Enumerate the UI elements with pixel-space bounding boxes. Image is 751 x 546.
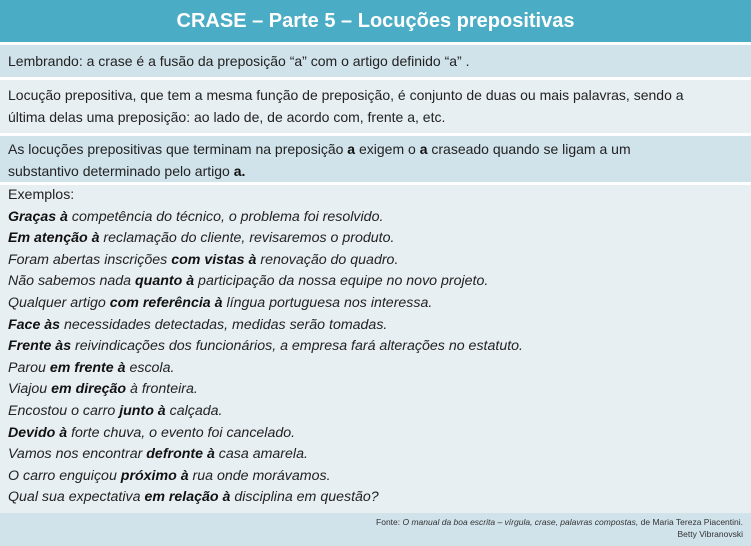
example-item: Graças à competência do técnico, o problema foi resolvido. xyxy=(8,208,384,225)
rule-text: substantivo determinado pelo artigo xyxy=(8,163,234,179)
examples-row xyxy=(0,185,751,513)
rule-text: exigem o xyxy=(355,141,420,157)
source-author: de Maria Tereza Piacentini. xyxy=(638,517,743,527)
rule-line-2 xyxy=(8,160,743,182)
rule-bold: a xyxy=(347,141,356,157)
example-item: Qualquer artigo com referência à língua portuguesa nos interessa. xyxy=(8,294,433,311)
example-item: Viajou em direção à fronteira. xyxy=(8,381,198,398)
example-item: Encostou o carro junto à calçada. xyxy=(8,402,223,419)
example-item: Foram abertas inscrições com vistas à renovação do quadro. xyxy=(8,251,399,268)
footer xyxy=(0,513,751,546)
reminder-text: Lembrando: a crase é a fusão da preposição “a” com o artigo definido “a” . xyxy=(8,53,470,69)
credit: Betty Vibranovski xyxy=(677,529,743,539)
rule-line-1 xyxy=(8,138,743,160)
rule-text: craseado quando se ligam a um xyxy=(427,141,631,157)
rule-row xyxy=(0,136,751,182)
definition-row xyxy=(0,80,751,133)
definition-line-1: Locução prepositiva, que tem a mesma função de preposição, é conjunto de duas ou mais palavras, sendo a xyxy=(8,87,684,103)
reminder-row xyxy=(0,45,751,77)
rule-bold: a xyxy=(419,141,428,157)
definition-line-2: última delas uma preposição: ao lado de, de acordo com, frente a, etc. xyxy=(8,109,446,125)
example-item: Devido à forte chuva, o evento foi cancelado. xyxy=(8,424,296,441)
rule-text: As locuções prepositivas que terminam na preposição xyxy=(8,141,348,157)
example-item: Vamos nos encontrar defronte à casa amarela. xyxy=(8,446,308,463)
example-item: O carro enguiçou próximo à rua onde morávamos. xyxy=(8,467,331,484)
examples-list xyxy=(8,207,743,531)
source-label: Fonte: xyxy=(376,517,403,527)
example-item: Não sabemos nada quanto à participação da nossa equipe no novo projeto. xyxy=(8,273,489,290)
example-item: Em atenção à reclamação do cliente, revisaremos o produto. xyxy=(8,230,395,247)
example-item: Qual sua expectativa em relação à disciplina em questão? xyxy=(8,489,379,506)
example-item: Parou em frente à escola. xyxy=(8,359,175,376)
source-title: O manual da boa escrita – vírgula, crase, palavras compostas, xyxy=(402,517,639,527)
page-title: CRASE – Parte 5 – Locuções prepositivas xyxy=(0,0,751,42)
rule-bold: a. xyxy=(233,163,246,179)
examples-label: Exemplos: xyxy=(8,187,75,203)
example-item: Frente às reivindicações dos funcionários, a empresa fará alterações no estatuto. xyxy=(8,338,523,355)
example-item: Face às necessidades detectadas, medidas serão tomadas. xyxy=(8,316,388,333)
source-citation xyxy=(0,516,743,528)
